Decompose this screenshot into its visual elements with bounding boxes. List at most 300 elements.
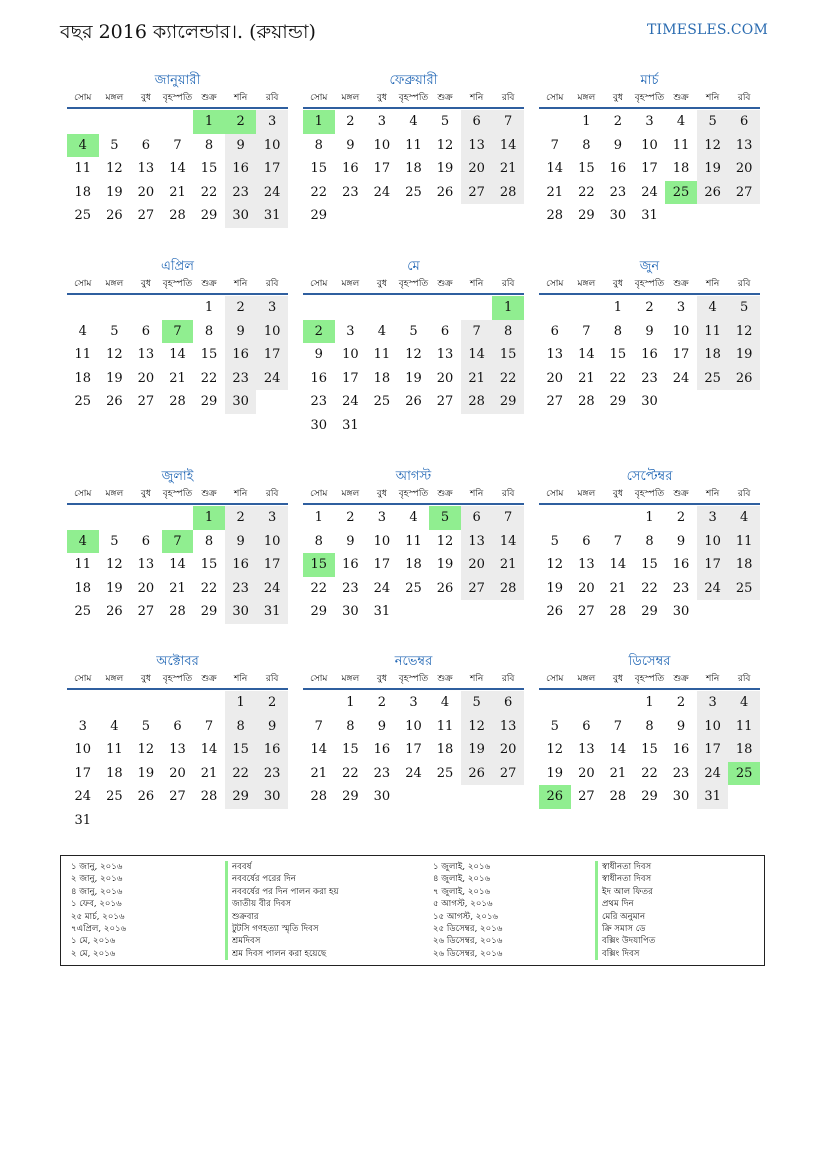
day-cell[interactable]: 12 bbox=[137, 742, 155, 758]
day-cell[interactable]: 12 bbox=[461, 715, 493, 739]
day-cell[interactable]: 10 bbox=[74, 742, 92, 758]
day-cell[interactable]: 12 bbox=[405, 347, 422, 363]
day-cell[interactable]: 14 bbox=[492, 134, 524, 158]
day-cell[interactable]: 29 bbox=[641, 604, 658, 620]
day-cell[interactable]: 20 bbox=[728, 157, 760, 181]
day-cell[interactable]: 10 bbox=[697, 530, 729, 554]
day-cell[interactable]: 30 bbox=[609, 208, 627, 224]
day-cell[interactable]: 18 bbox=[728, 738, 760, 762]
day-cell[interactable]: 16 bbox=[609, 161, 627, 177]
day-cell[interactable]: 21 bbox=[492, 157, 524, 181]
day-cell[interactable]: 20 bbox=[492, 738, 524, 762]
day-cell[interactable]: 9 bbox=[256, 715, 288, 739]
day-cell[interactable]: 26 bbox=[539, 785, 571, 809]
day-cell[interactable]: 25 bbox=[74, 208, 92, 224]
day-cell[interactable]: 12 bbox=[106, 347, 123, 363]
day-cell[interactable]: 8 bbox=[582, 137, 591, 153]
day-cell[interactable]: 29 bbox=[310, 208, 328, 224]
day-cell[interactable]: 3 bbox=[377, 510, 387, 525]
day-cell[interactable]: 27 bbox=[137, 208, 155, 224]
day-cell[interactable]: 8 bbox=[645, 718, 654, 734]
day-cell[interactable]: 16 bbox=[672, 742, 690, 758]
day-cell[interactable]: 4 bbox=[67, 530, 99, 554]
day-cell[interactable]: 19 bbox=[461, 738, 493, 762]
day-cell[interactable]: 14 bbox=[609, 742, 627, 758]
day-cell[interactable]: 1 bbox=[492, 296, 524, 320]
day-cell[interactable]: 11 bbox=[436, 718, 454, 734]
day-cell[interactable]: 22 bbox=[200, 184, 218, 200]
day-cell[interactable]: 18 bbox=[373, 370, 391, 386]
day-cell[interactable]: 23 bbox=[342, 184, 359, 200]
day-cell[interactable]: 7 bbox=[162, 530, 194, 554]
day-cell[interactable]: 2 bbox=[613, 114, 623, 129]
day-cell[interactable]: 29 bbox=[609, 394, 627, 410]
day-cell[interactable]: 21 bbox=[169, 184, 186, 200]
day-cell[interactable]: 5 bbox=[110, 137, 119, 153]
day-cell[interactable]: 30 bbox=[672, 789, 690, 805]
day-cell[interactable]: 1 bbox=[645, 510, 654, 525]
day-cell[interactable]: 22 bbox=[641, 580, 658, 596]
day-cell[interactable]: 11 bbox=[74, 347, 92, 363]
day-cell[interactable]: 23 bbox=[342, 580, 359, 596]
day-cell[interactable]: 5 bbox=[110, 323, 119, 339]
day-cell[interactable]: 15 bbox=[225, 738, 257, 762]
day-cell[interactable]: 13 bbox=[728, 134, 760, 158]
day-cell[interactable]: 1 bbox=[193, 110, 225, 134]
day-cell[interactable]: 13 bbox=[436, 347, 454, 363]
day-cell[interactable]: 2 bbox=[346, 510, 355, 525]
day-cell[interactable]: 24 bbox=[256, 367, 288, 391]
day-cell[interactable]: 3 bbox=[697, 506, 729, 530]
day-cell[interactable]: 15 bbox=[200, 347, 218, 363]
day-cell[interactable]: 18 bbox=[74, 580, 92, 596]
day-cell[interactable]: 26 bbox=[728, 367, 760, 391]
day-cell[interactable]: 6 bbox=[141, 533, 151, 549]
day-cell[interactable]: 27 bbox=[546, 394, 564, 410]
day-cell[interactable]: 3 bbox=[346, 323, 355, 339]
day-cell[interactable]: 27 bbox=[578, 789, 595, 805]
day-cell[interactable]: 3 bbox=[256, 296, 288, 320]
day-cell[interactable]: 1 bbox=[582, 114, 591, 129]
day-cell[interactable]: 27 bbox=[169, 789, 186, 805]
day-cell[interactable]: 7 bbox=[204, 718, 214, 734]
day-cell[interactable]: 20 bbox=[578, 765, 595, 781]
day-cell[interactable]: 30 bbox=[256, 785, 288, 809]
day-cell[interactable]: 14 bbox=[609, 557, 627, 573]
day-cell[interactable]: 2 bbox=[303, 320, 335, 344]
day-cell[interactable]: 8 bbox=[204, 137, 214, 153]
day-cell[interactable]: 12 bbox=[697, 134, 729, 158]
day-cell[interactable]: 11 bbox=[74, 161, 92, 177]
day-cell[interactable]: 30 bbox=[225, 204, 257, 228]
day-cell[interactable]: 2 bbox=[225, 110, 257, 134]
day-cell[interactable]: 24 bbox=[641, 184, 658, 200]
day-cell[interactable]: 8 bbox=[204, 533, 214, 549]
day-cell[interactable]: 5 bbox=[550, 533, 559, 549]
day-cell[interactable]: 4 bbox=[409, 510, 418, 525]
day-cell[interactable]: 18 bbox=[405, 557, 422, 573]
day-cell[interactable]: 9 bbox=[346, 137, 355, 153]
day-cell[interactable]: 2 bbox=[645, 300, 654, 315]
day-cell[interactable]: 7 bbox=[162, 320, 194, 344]
day-cell[interactable]: 26 bbox=[546, 604, 564, 620]
day-cell[interactable]: 2 bbox=[256, 691, 288, 715]
day-cell[interactable]: 1 bbox=[204, 300, 214, 315]
day-cell[interactable]: 27 bbox=[436, 394, 454, 410]
day-cell[interactable]: 5 bbox=[697, 110, 729, 134]
day-cell[interactable]: 10 bbox=[256, 530, 288, 554]
day-cell[interactable]: 27 bbox=[578, 604, 595, 620]
day-cell[interactable]: 25 bbox=[74, 394, 92, 410]
day-cell[interactable]: 2 bbox=[377, 695, 387, 710]
day-cell[interactable]: 30 bbox=[641, 394, 658, 410]
day-cell[interactable]: 26 bbox=[106, 394, 123, 410]
day-cell[interactable]: 19 bbox=[436, 557, 454, 573]
day-cell[interactable]: 18 bbox=[106, 765, 123, 781]
day-cell[interactable]: 16 bbox=[342, 557, 359, 573]
day-cell[interactable]: 8 bbox=[204, 323, 214, 339]
day-cell[interactable]: 29 bbox=[200, 394, 218, 410]
day-cell[interactable]: 11 bbox=[672, 137, 690, 153]
day-cell[interactable]: 12 bbox=[106, 557, 123, 573]
day-cell[interactable]: 12 bbox=[728, 320, 760, 344]
day-cell[interactable]: 16 bbox=[225, 553, 257, 577]
day-cell[interactable]: 17 bbox=[256, 343, 288, 367]
day-cell[interactable]: 13 bbox=[461, 134, 493, 158]
day-cell[interactable]: 24 bbox=[373, 184, 391, 200]
day-cell[interactable]: 24 bbox=[342, 394, 359, 410]
day-cell[interactable]: 25 bbox=[728, 762, 760, 786]
day-cell[interactable]: 15 bbox=[492, 343, 524, 367]
day-cell[interactable]: 8 bbox=[314, 137, 323, 153]
day-cell[interactable]: 14 bbox=[169, 347, 186, 363]
day-cell[interactable]: 10 bbox=[256, 134, 288, 158]
day-cell[interactable]: 21 bbox=[609, 580, 627, 596]
day-cell[interactable]: 6 bbox=[173, 718, 182, 734]
day-cell[interactable]: 6 bbox=[141, 323, 151, 339]
day-cell[interactable]: 3 bbox=[645, 114, 654, 129]
day-cell[interactable]: 9 bbox=[613, 137, 623, 153]
day-cell[interactable]: 14 bbox=[310, 742, 328, 758]
day-cell[interactable]: 21 bbox=[492, 553, 524, 577]
day-cell[interactable]: 4 bbox=[67, 134, 99, 158]
day-cell[interactable]: 28 bbox=[310, 789, 328, 805]
day-cell[interactable]: 9 bbox=[676, 718, 686, 734]
day-cell[interactable]: 14 bbox=[578, 347, 595, 363]
day-cell[interactable]: 29 bbox=[578, 208, 595, 224]
day-cell[interactable]: 17 bbox=[373, 557, 391, 573]
day-cell[interactable]: 3 bbox=[676, 300, 686, 315]
day-cell[interactable]: 23 bbox=[256, 762, 288, 786]
day-cell[interactable]: 20 bbox=[137, 184, 155, 200]
day-cell[interactable]: 9 bbox=[225, 530, 257, 554]
day-cell[interactable]: 15 bbox=[342, 742, 359, 758]
day-cell[interactable]: 31 bbox=[641, 208, 658, 224]
day-cell[interactable]: 17 bbox=[342, 370, 359, 386]
day-cell[interactable]: 3 bbox=[78, 718, 87, 734]
day-cell[interactable]: 11 bbox=[373, 347, 391, 363]
day-cell[interactable]: 22 bbox=[578, 184, 595, 200]
day-cell[interactable]: 21 bbox=[169, 370, 186, 386]
day-cell[interactable]: 29 bbox=[342, 789, 359, 805]
day-cell[interactable]: 19 bbox=[106, 370, 123, 386]
day-cell[interactable]: 6 bbox=[492, 691, 524, 715]
day-cell[interactable]: 23 bbox=[225, 367, 257, 391]
day-cell[interactable]: 7 bbox=[173, 137, 182, 153]
day-cell[interactable]: 14 bbox=[546, 161, 564, 177]
day-cell[interactable]: 21 bbox=[461, 367, 493, 391]
day-cell[interactable]: 20 bbox=[169, 765, 186, 781]
day-cell[interactable]: 18 bbox=[728, 553, 760, 577]
day-cell[interactable]: 3 bbox=[256, 506, 288, 530]
day-cell[interactable]: 28 bbox=[609, 604, 627, 620]
day-cell[interactable]: 1 bbox=[225, 691, 257, 715]
day-cell[interactable]: 31 bbox=[256, 204, 288, 228]
day-cell[interactable]: 21 bbox=[578, 370, 595, 386]
day-cell[interactable]: 6 bbox=[461, 110, 493, 134]
day-cell[interactable]: 6 bbox=[461, 506, 493, 530]
day-cell[interactable]: 13 bbox=[137, 161, 155, 177]
day-cell[interactable]: 18 bbox=[436, 742, 454, 758]
day-cell[interactable]: 4 bbox=[78, 323, 87, 339]
day-cell[interactable]: 22 bbox=[492, 367, 524, 391]
day-cell[interactable]: 5 bbox=[550, 718, 559, 734]
day-cell[interactable]: 20 bbox=[461, 157, 493, 181]
day-cell[interactable]: 17 bbox=[256, 157, 288, 181]
day-cell[interactable]: 6 bbox=[141, 137, 151, 153]
day-cell[interactable]: 15 bbox=[200, 161, 218, 177]
day-cell[interactable]: 28 bbox=[169, 394, 186, 410]
day-cell[interactable]: 21 bbox=[200, 765, 218, 781]
day-cell[interactable]: 25 bbox=[697, 367, 729, 391]
day-cell[interactable]: 20 bbox=[436, 370, 454, 386]
day-cell[interactable]: 1 bbox=[613, 300, 623, 315]
day-cell[interactable]: 19 bbox=[106, 184, 123, 200]
day-cell[interactable]: 9 bbox=[314, 347, 323, 363]
day-cell[interactable]: 14 bbox=[169, 161, 186, 177]
day-cell[interactable]: 1 bbox=[314, 510, 323, 525]
day-cell[interactable]: 27 bbox=[461, 577, 493, 601]
day-cell[interactable]: 17 bbox=[373, 161, 391, 177]
day-cell[interactable]: 12 bbox=[546, 742, 564, 758]
day-cell[interactable]: 24 bbox=[697, 577, 729, 601]
day-cell[interactable]: 13 bbox=[461, 530, 493, 554]
day-cell[interactable]: 21 bbox=[310, 765, 328, 781]
day-cell[interactable]: 21 bbox=[546, 184, 564, 200]
day-cell[interactable]: 28 bbox=[609, 789, 627, 805]
day-cell[interactable]: 15 bbox=[641, 557, 658, 573]
day-cell[interactable]: 5 bbox=[110, 533, 119, 549]
day-cell[interactable]: 5 bbox=[409, 323, 418, 339]
day-cell[interactable]: 25 bbox=[373, 394, 391, 410]
day-cell[interactable]: 26 bbox=[106, 208, 123, 224]
day-cell[interactable]: 24 bbox=[74, 789, 92, 805]
day-cell[interactable]: 25 bbox=[728, 577, 760, 601]
day-cell[interactable]: 14 bbox=[492, 530, 524, 554]
day-cell[interactable]: 13 bbox=[546, 347, 564, 363]
day-cell[interactable]: 4 bbox=[377, 323, 387, 339]
day-cell[interactable]: 22 bbox=[310, 580, 328, 596]
day-cell[interactable]: 19 bbox=[546, 765, 564, 781]
day-cell[interactable]: 17 bbox=[697, 738, 729, 762]
day-cell[interactable]: 23 bbox=[641, 370, 658, 386]
day-cell[interactable]: 14 bbox=[461, 343, 493, 367]
day-cell[interactable]: 6 bbox=[440, 323, 450, 339]
day-cell[interactable]: 18 bbox=[405, 161, 422, 177]
day-cell[interactable]: 21 bbox=[609, 765, 627, 781]
day-cell[interactable]: 30 bbox=[342, 604, 359, 620]
day-cell[interactable]: 28 bbox=[546, 208, 564, 224]
day-cell[interactable]: 18 bbox=[697, 343, 729, 367]
brand-logo-text[interactable]: TIMESLES.COM bbox=[647, 22, 768, 38]
day-cell[interactable]: 9 bbox=[225, 320, 257, 344]
day-cell[interactable]: 14 bbox=[200, 742, 218, 758]
day-cell[interactable]: 17 bbox=[641, 161, 658, 177]
day-cell[interactable]: 10 bbox=[405, 718, 422, 734]
day-cell[interactable]: 16 bbox=[310, 370, 328, 386]
day-cell[interactable]: 31 bbox=[697, 785, 729, 809]
day-cell[interactable]: 9 bbox=[676, 533, 686, 549]
day-cell[interactable]: 4 bbox=[728, 506, 760, 530]
day-cell[interactable]: 10 bbox=[641, 137, 658, 153]
day-cell[interactable]: 16 bbox=[373, 742, 391, 758]
day-cell[interactable]: 30 bbox=[225, 390, 257, 414]
day-cell[interactable]: 2 bbox=[676, 510, 686, 525]
day-cell[interactable]: 13 bbox=[169, 742, 186, 758]
day-cell[interactable]: 28 bbox=[492, 181, 524, 205]
day-cell[interactable]: 9 bbox=[377, 718, 387, 734]
day-cell[interactable]: 4 bbox=[697, 296, 729, 320]
day-cell[interactable]: 19 bbox=[405, 370, 422, 386]
day-cell[interactable]: 19 bbox=[728, 343, 760, 367]
day-cell[interactable]: 20 bbox=[137, 370, 155, 386]
day-cell[interactable]: 22 bbox=[641, 765, 658, 781]
day-cell[interactable]: 20 bbox=[546, 370, 564, 386]
day-cell[interactable]: 1 bbox=[193, 506, 225, 530]
day-cell[interactable]: 13 bbox=[578, 557, 595, 573]
day-cell[interactable]: 23 bbox=[310, 394, 328, 410]
day-cell[interactable]: 28 bbox=[461, 390, 493, 414]
day-cell[interactable]: 12 bbox=[436, 137, 454, 153]
day-cell[interactable]: 16 bbox=[225, 157, 257, 181]
day-cell[interactable]: 2 bbox=[225, 506, 257, 530]
day-cell[interactable]: 19 bbox=[697, 157, 729, 181]
day-cell[interactable]: 5 bbox=[440, 114, 450, 129]
day-cell[interactable]: 8 bbox=[346, 718, 355, 734]
day-cell[interactable]: 1 bbox=[346, 695, 355, 710]
day-cell[interactable]: 29 bbox=[225, 785, 257, 809]
day-cell[interactable]: 22 bbox=[200, 370, 218, 386]
day-cell[interactable]: 17 bbox=[697, 553, 729, 577]
day-cell[interactable]: 6 bbox=[728, 110, 760, 134]
day-cell[interactable]: 20 bbox=[578, 580, 595, 596]
day-cell[interactable]: 13 bbox=[578, 742, 595, 758]
day-cell[interactable]: 4 bbox=[409, 114, 418, 129]
day-cell[interactable]: 9 bbox=[225, 134, 257, 158]
day-cell[interactable]: 24 bbox=[256, 181, 288, 205]
day-cell[interactable]: 11 bbox=[728, 715, 760, 739]
day-cell[interactable]: 26 bbox=[436, 184, 454, 200]
day-cell[interactable]: 24 bbox=[405, 765, 422, 781]
day-cell[interactable]: 30 bbox=[672, 604, 690, 620]
day-cell[interactable]: 14 bbox=[169, 557, 186, 573]
day-cell[interactable]: 8 bbox=[613, 323, 623, 339]
day-cell[interactable]: 11 bbox=[697, 320, 729, 344]
day-cell[interactable]: 12 bbox=[546, 557, 564, 573]
day-cell[interactable]: 30 bbox=[373, 789, 391, 805]
day-cell[interactable]: 22 bbox=[342, 765, 359, 781]
day-cell[interactable]: 25 bbox=[436, 765, 454, 781]
day-cell[interactable]: 23 bbox=[672, 765, 690, 781]
day-cell[interactable]: 29 bbox=[310, 604, 328, 620]
day-cell[interactable]: 5 bbox=[141, 718, 151, 734]
day-cell[interactable]: 4 bbox=[110, 718, 119, 734]
day-cell[interactable]: 8 bbox=[314, 533, 323, 549]
day-cell[interactable]: 29 bbox=[200, 208, 218, 224]
day-cell[interactable]: 7 bbox=[613, 718, 623, 734]
day-cell[interactable]: 15 bbox=[303, 553, 335, 577]
day-cell[interactable]: 31 bbox=[74, 812, 92, 828]
day-cell[interactable]: 7 bbox=[492, 506, 524, 530]
day-cell[interactable]: 28 bbox=[169, 604, 186, 620]
day-cell[interactable]: 27 bbox=[461, 181, 493, 205]
day-cell[interactable]: 7 bbox=[492, 110, 524, 134]
day-cell[interactable]: 26 bbox=[436, 580, 454, 596]
day-cell[interactable]: 26 bbox=[106, 604, 123, 620]
day-cell[interactable]: 22 bbox=[200, 580, 218, 596]
day-cell[interactable]: 25 bbox=[74, 604, 92, 620]
day-cell[interactable]: 12 bbox=[436, 533, 454, 549]
day-cell[interactable]: 1 bbox=[645, 695, 654, 710]
day-cell[interactable]: 26 bbox=[405, 394, 422, 410]
day-cell[interactable]: 26 bbox=[461, 762, 493, 786]
day-cell[interactable]: 28 bbox=[200, 789, 218, 805]
day-cell[interactable]: 31 bbox=[373, 604, 391, 620]
day-cell[interactable]: 15 bbox=[641, 742, 658, 758]
day-cell[interactable]: 20 bbox=[137, 580, 155, 596]
day-cell[interactable]: 17 bbox=[672, 347, 690, 363]
day-cell[interactable]: 11 bbox=[728, 530, 760, 554]
day-cell[interactable]: 9 bbox=[645, 323, 654, 339]
day-cell[interactable]: 23 bbox=[373, 765, 391, 781]
day-cell[interactable]: 29 bbox=[641, 789, 658, 805]
day-cell[interactable]: 17 bbox=[405, 742, 422, 758]
day-cell[interactable]: 25 bbox=[665, 181, 697, 205]
day-cell[interactable]: 28 bbox=[169, 208, 186, 224]
day-cell[interactable]: 25 bbox=[106, 789, 123, 805]
day-cell[interactable]: 2 bbox=[676, 695, 686, 710]
day-cell[interactable]: 8 bbox=[225, 715, 257, 739]
day-cell[interactable]: 11 bbox=[405, 533, 422, 549]
day-cell[interactable]: 10 bbox=[373, 137, 391, 153]
day-cell[interactable]: 5 bbox=[461, 691, 493, 715]
day-cell[interactable]: 7 bbox=[550, 137, 559, 153]
day-cell[interactable]: 16 bbox=[641, 347, 658, 363]
day-cell[interactable]: 13 bbox=[492, 715, 524, 739]
day-cell[interactable]: 29 bbox=[200, 604, 218, 620]
day-cell[interactable]: 23 bbox=[225, 181, 257, 205]
day-cell[interactable]: 23 bbox=[609, 184, 627, 200]
day-cell[interactable]: 3 bbox=[377, 114, 387, 129]
day-cell[interactable]: 5 bbox=[728, 296, 760, 320]
day-cell[interactable]: 23 bbox=[672, 580, 690, 596]
day-cell[interactable]: 27 bbox=[137, 394, 155, 410]
day-cell[interactable]: 6 bbox=[582, 533, 591, 549]
day-cell[interactable]: 21 bbox=[169, 580, 186, 596]
day-cell[interactable]: 16 bbox=[225, 343, 257, 367]
day-cell[interactable]: 10 bbox=[672, 323, 690, 339]
day-cell[interactable]: 28 bbox=[492, 577, 524, 601]
